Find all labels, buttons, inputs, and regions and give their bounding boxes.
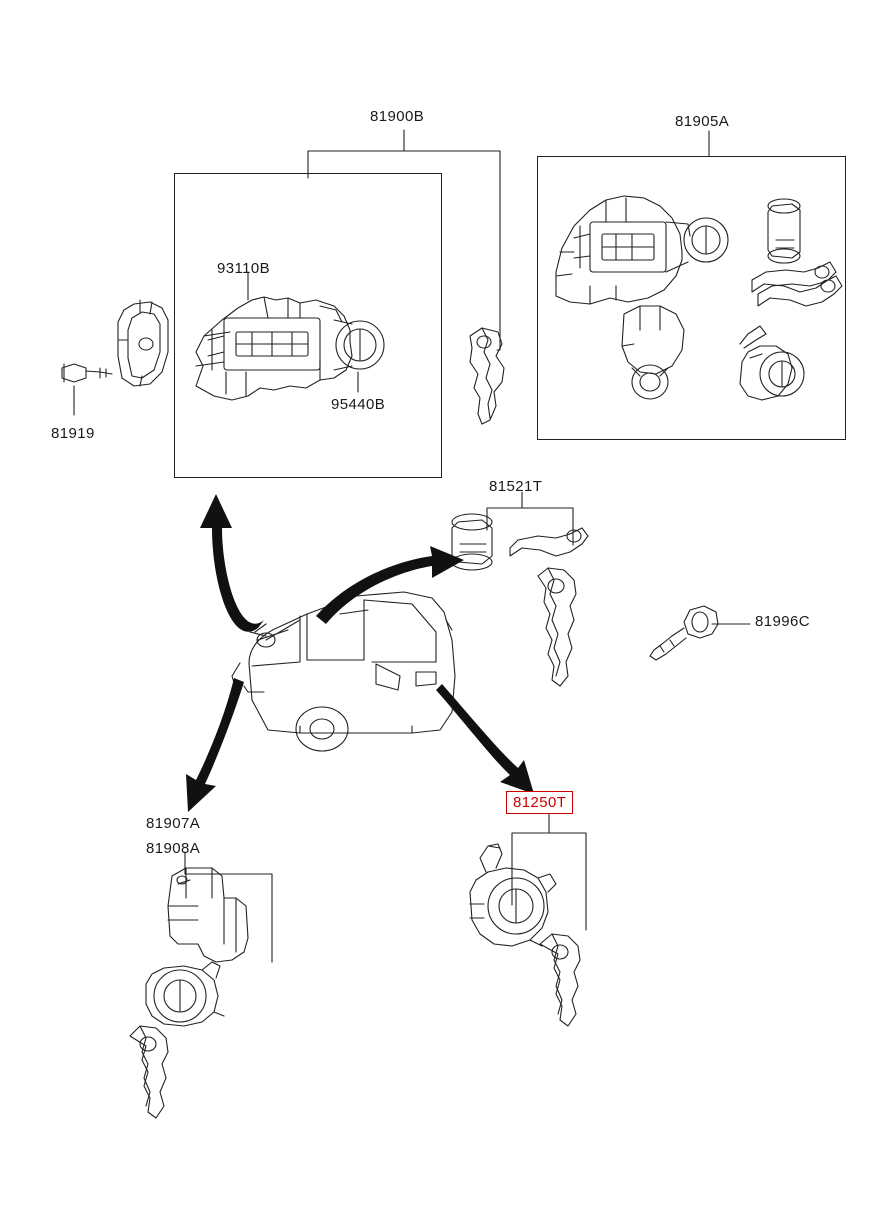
part-81521T-illustration <box>452 514 588 686</box>
part-81919-illustration <box>62 364 112 382</box>
group-box-81900B <box>174 173 442 478</box>
diagram-arrows <box>186 494 534 812</box>
part-label-81521T[interactable]: 81521T <box>489 478 543 495</box>
key-81900B-illustration <box>470 328 504 424</box>
part-label-81908A[interactable]: 81908A <box>146 840 201 857</box>
part-81250T-illustration <box>470 844 580 1026</box>
part-label-93110B[interactable]: 93110B <box>217 260 271 277</box>
part-81907A-illustration <box>130 868 248 1118</box>
part-label-81900B[interactable]: 81900B <box>370 108 425 125</box>
car-illustration <box>232 592 455 751</box>
part-label-81907A[interactable]: 81907A <box>146 815 201 832</box>
part-label-81250T-highlighted[interactable]: 81250T <box>506 791 573 814</box>
part-81996C-illustration <box>650 606 718 660</box>
part-steering-clamp-illustration <box>118 300 168 386</box>
part-label-81996C[interactable]: 81996C <box>755 613 810 630</box>
leader-81250T <box>512 808 586 930</box>
part-label-95440B[interactable]: 95440B <box>331 396 386 413</box>
part-label-81905A[interactable]: 81905A <box>675 113 730 130</box>
group-box-81905A <box>537 156 846 440</box>
part-label-81919[interactable]: 81919 <box>51 425 95 442</box>
